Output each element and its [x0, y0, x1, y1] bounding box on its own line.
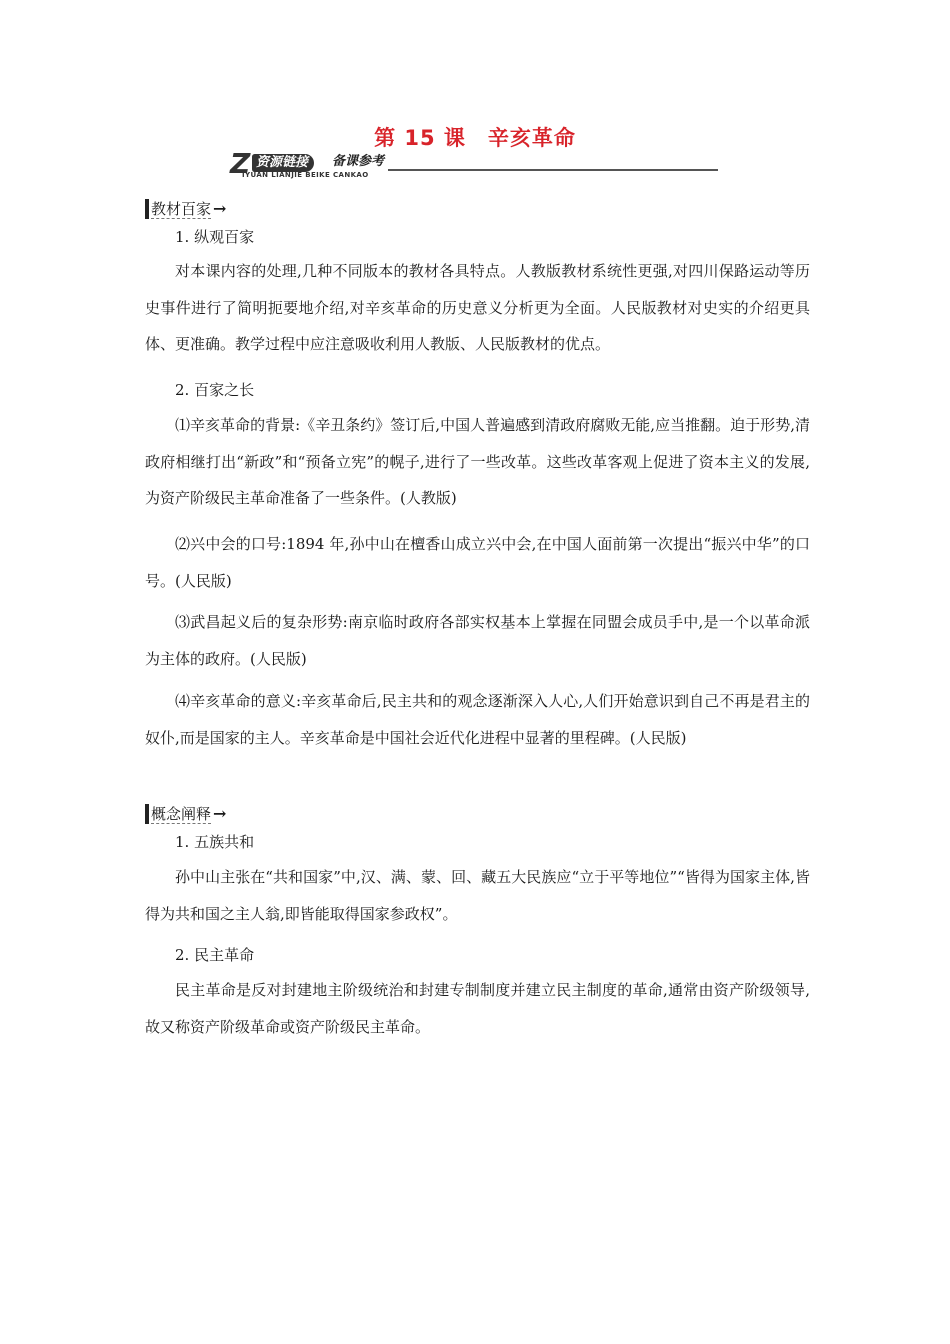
banner-z-logo: Z: [230, 147, 251, 180]
banner-prep-reference: 备课参考: [332, 154, 385, 169]
paragraph: 民主革命是反对封建地主阶级统治和封建专制制度并建立民主制度的革命,通常由资产阶级领导,故又称资产阶级革命或资产阶级民主革命。: [145, 981, 810, 1036]
banner-pinyin: IYUAN LIANJIE BEIKE CANKAO: [242, 171, 369, 179]
resource-banner: [230, 147, 718, 180]
section-label-text: 概念阐释: [151, 805, 212, 823]
paragraph: ⑷辛亥革命的意义:辛亥革命后,民主共和的观念逐渐深入人心,人们开始意识到自己不再是君主的奴仆,而是国家的主人。辛亥革命是中国社会近代化进程中显著的里程碑。(人民版): [145, 692, 810, 747]
arrow-right-icon: →: [213, 199, 227, 218]
banner-rule: [388, 169, 718, 171]
paragraph: ⑶武昌起义后的复杂形势:南京临时政府各部实权基本上掌握在同盟会成员手中,是一个以革命派为主体的政府。(人民版): [145, 613, 810, 668]
subheading-strengths: 2. 百家之长: [175, 381, 255, 399]
section-label-textbooks: [145, 199, 226, 219]
paragraph: 对本课内容的处理,几种不同版本的教材各具特点。人教版教材系统性更强,对四川保路运动等历史事件进行了简明扼要地介绍,对辛亥革命的历史意义分析更为全面。人民版教材对史实的介绍更具体、更准确。教学过程中应注意吸收利用人教版、人民版教材的优点。: [145, 262, 810, 353]
section-label-concepts: [145, 804, 226, 824]
arrow-right-icon: →: [213, 804, 227, 823]
page-title: 第 15 课 辛亥革命: [374, 126, 576, 150]
paragraph: 孙中山主张在“共和国家”中,汉、满、蒙、回、藏五大民族应“立于平等地位”“皆得为国家主体,皆得为共和国之主人翁,即皆能取得国家参政权”。: [145, 868, 810, 923]
paragraph: ⑵兴中会的口号:1894 年,孙中山在檀香山成立兴中会,在中国人面前第一次提出“振兴中华”的口号。(人民版): [145, 535, 810, 590]
subheading-overview: 1. 纵观百家: [175, 228, 255, 246]
section-label-text: 教材百家: [151, 200, 212, 218]
subheading-democratic-revolution: 2. 民主革命: [175, 946, 255, 964]
subheading-five-races: 1. 五族共和: [175, 833, 255, 851]
banner-resource-link: 资源链接: [252, 154, 314, 172]
paragraph: ⑴辛亥革命的背景:《辛丑条约》签订后,中国人普遍感到清政府腐败无能,应当推翻。迫于形势,清政府相继打出“新政”和“预备立宪”的幌子,进行了一些改革。这些改革客观上促进了资本主义的发展,为资产阶级民主革命准备了一些条件。(人教版): [145, 416, 810, 507]
